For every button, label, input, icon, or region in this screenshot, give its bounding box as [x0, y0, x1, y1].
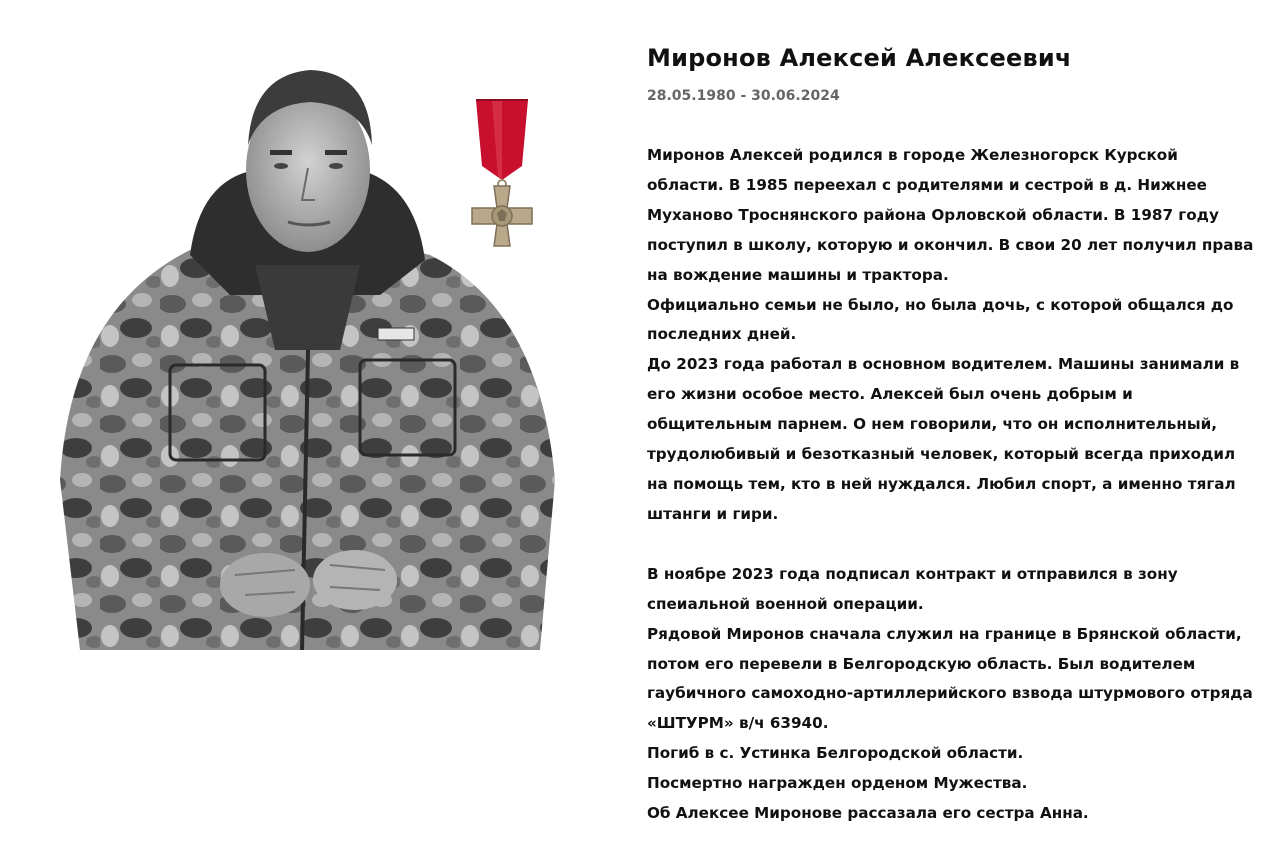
life-dates: 28.05.1980 - 30.06.2024 [647, 88, 840, 104]
bio-paragraph: В ноябре 2023 года подписал контракт и отправился в зону спеиальной военной операции. [647, 564, 1178, 613]
person-name: Миронов Алексей Алексеевич [647, 44, 1072, 72]
biography [647, 141, 1257, 829]
memorial-text [647, 40, 1257, 829]
paragraph-gap [647, 530, 1257, 560]
bio-paragraph: Об Алексее Миронове рассазала его сестра Анна. [647, 804, 1089, 823]
bio-paragraph: Официально семьи не было, но была дочь, с которой общался до последних дней. [647, 295, 1234, 344]
bio-paragraph: До 2023 года работал в основном водителем. Машины занимали в его жизни особое место. Алексей был очень добрым и общительным парнем. О нем говорили, что он исполнительный, трудолюбивый и безотказный человек, который всегда приходил на помощь тем, кто в ней нуждался. Любил спорт, а именно тягал штанги и гири. [647, 355, 1240, 523]
bio-paragraph: Посмертно награжден орденом Мужества. [647, 774, 1028, 793]
bio-paragraph: Миронов Алексей родился в городе Железногорск Курской области. В 1985 переехал с родителями и сестрой в д. Нижнее Муханово Троснянского района Орловской области. В 1987 году поступил в школу, которую и окончил. В свои 20 лет получил права на вождение машины и трактора. [647, 146, 1254, 284]
bio-paragraph: Погиб в с. Устинка Белгородской области. [647, 744, 1024, 763]
bio-paragraph: Рядовой Миронов сначала служил на границе в Брянской области, потом его перевели в Белгородскую область. Был водителем гаубичного самоходно-артиллерийского взвода штурмового отряда «ШТУРМ» в/ч 63940. [647, 624, 1253, 733]
order-of-courage-icon [462, 96, 542, 256]
